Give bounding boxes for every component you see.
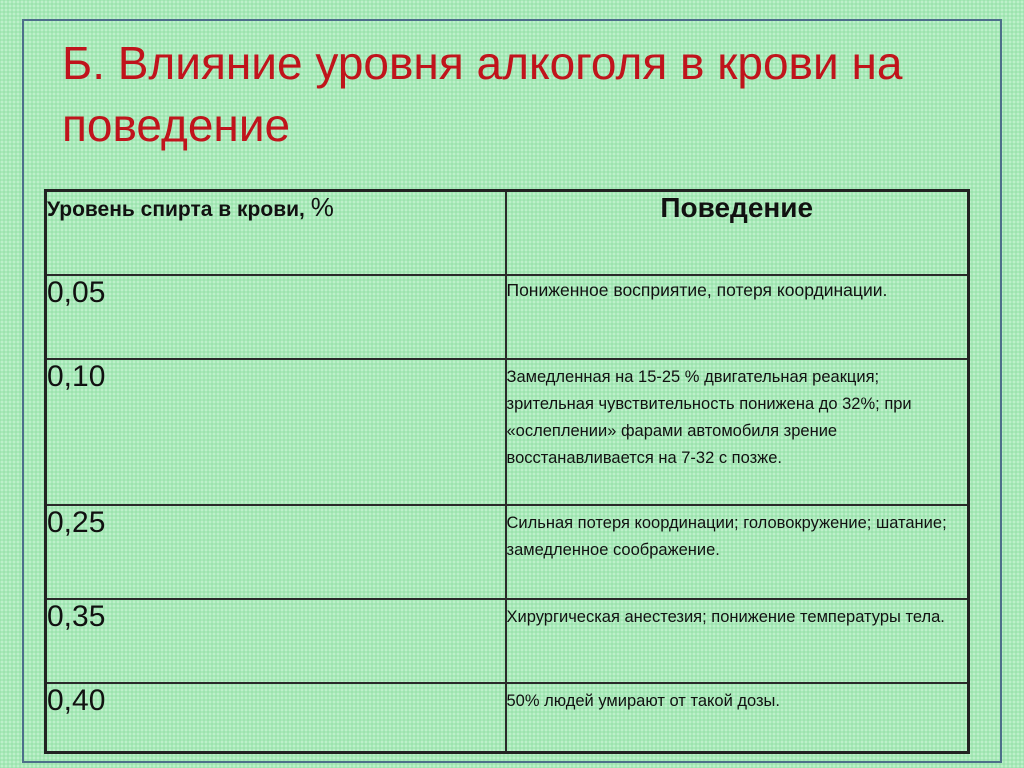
header-behavior: Поведение — [506, 191, 969, 275]
behavior-cell: 50% людей умирают от такой дозы. — [506, 683, 969, 753]
behavior-cell: Замедленная на 15-25 % двигательная реакция; зрительная чувствительность понижена до 32%; при «ослеплении» фарами автомобиля зрение восстанавливается на 7-32 с позже. — [506, 359, 969, 505]
behavior-cell: Пониженное восприятие, потеря координации. — [506, 275, 969, 359]
behavior-cell: Хирургическая анестезия; понижение температуры тела. — [506, 599, 969, 683]
level-cell: 0,05 — [46, 275, 506, 359]
level-cell: 0,35 — [46, 599, 506, 683]
table-row — [46, 683, 969, 753]
header-blood-alcohol-level — [46, 191, 506, 275]
alcohol-effects-table — [44, 189, 970, 754]
slide-title: Б. Влияние уровня алкоголя в крови на поведение — [62, 37, 903, 151]
level-cell: 0,25 — [46, 505, 506, 599]
table-header-row — [46, 191, 969, 275]
header-level-label: Уровень спирта в крови, — [47, 198, 305, 221]
table-row — [46, 275, 969, 359]
table-row — [46, 359, 969, 505]
level-cell: 0,10 — [46, 359, 506, 505]
table-row — [46, 505, 969, 599]
header-level-unit: % — [310, 192, 334, 222]
level-cell: 0,40 — [46, 683, 506, 753]
behavior-cell: Сильная потеря координации; головокружение; шатание; замедленное соображение. — [506, 505, 969, 599]
table-row — [46, 599, 969, 683]
